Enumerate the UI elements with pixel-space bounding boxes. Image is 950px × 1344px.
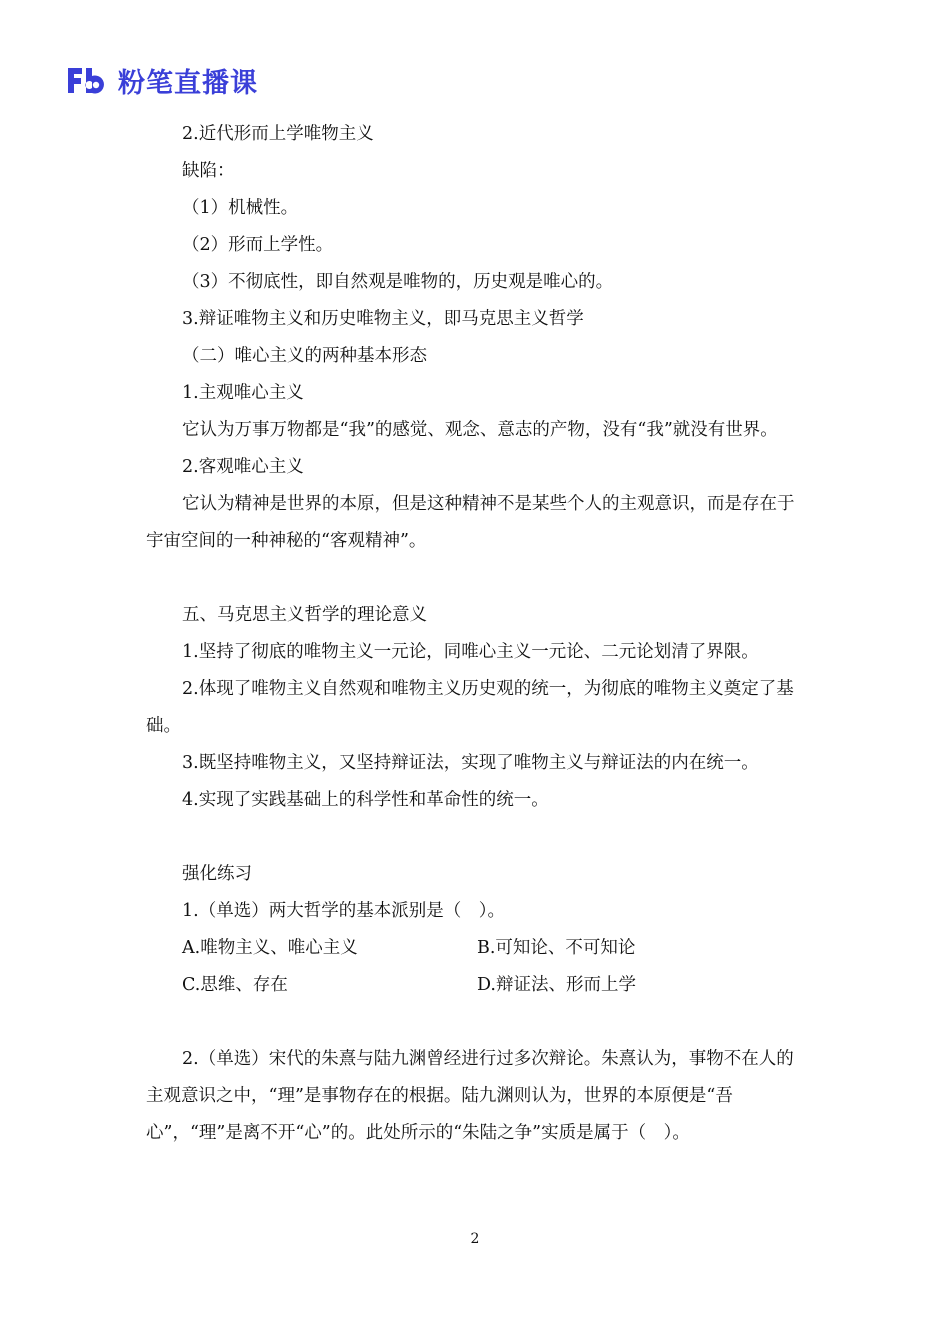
option-a: A.唯物主义、唯心主义 [182, 938, 358, 958]
section-5-title: 五、马克思主义哲学的理论意义 [182, 605, 427, 625]
page-number: 2 [470, 1231, 480, 1247]
section-5-item-2: 2.体现了唯物主义自然观和唯物主义历史观的统一，为彻底的唯物主义奠定了基础。 [146, 679, 794, 736]
option-b: B.可知论、不可知论 [477, 938, 636, 958]
question-1-options-row-1 [146, 930, 810, 967]
defect-1: （1）机械性。 [182, 198, 299, 218]
question-1-options-row-2 [146, 967, 810, 1004]
heading-materialism-2: 2.近代形而上学唯物主义 [182, 124, 374, 144]
objective-idealism-text: 它认为精神是世界的本原，但是这种精神不是某些个人的主观意识，而是存在于宇宙空间的一种神秘的“客观精神”。 [146, 494, 795, 551]
section-5-item-4: 4.实现了实践基础上的科学性和革命性的统一。 [182, 790, 549, 810]
heading-idealism-forms: （二）唯心主义的两种基本形态 [182, 346, 427, 366]
fenbi-logo-icon [66, 64, 110, 96]
heading-subjective-idealism: 1.主观唯心主义 [182, 383, 304, 403]
section-5-item-3: 3.既坚持唯物主义，又坚持辩证法，实现了唯物主义与辩证法的内在统一。 [182, 753, 759, 773]
subjective-idealism-text: 它认为万事万物都是“我”的感觉、观念、意志的产物，没有“我”就没有世界。 [182, 420, 778, 440]
practice-title: 强化练习 [182, 864, 252, 884]
brand-name: 粉笔直播课 [118, 67, 258, 99]
option-d: D.辩证法、形而上学 [477, 975, 636, 995]
heading-materialism-3: 3.辩证唯物主义和历史唯物主义，即马克思主义哲学 [182, 309, 584, 329]
question-2: 2.（单选）宋代的朱熹与陆九渊曾经进行过多次辩论。朱熹认为，事物不在人的主观意识之中，“理”是事物存在的根据。陆九渊则认为，世界的本原便是“吾心”，“理”是离不开“心”的。此处所示的“朱陆之争”实质是属于（ ）。 [146, 1049, 794, 1143]
defect-3: （3）不彻底性，即自然观是唯物的，历史观是唯心的。 [182, 272, 614, 292]
document-body [146, 116, 810, 1152]
option-c: C.思维、存在 [182, 975, 288, 995]
defect-2: （2）形而上学性。 [182, 235, 334, 255]
defects-label: 缺陷： [182, 161, 235, 181]
section-5-item-1: 1.坚持了彻底的唯物主义一元论，同唯心主义一元论、二元论划清了界限。 [182, 642, 759, 662]
heading-objective-idealism: 2.客观唯心主义 [182, 457, 304, 477]
brand-logo [66, 62, 258, 98]
question-1: 1.（单选）两大哲学的基本派别是（ ）。 [182, 901, 505, 921]
